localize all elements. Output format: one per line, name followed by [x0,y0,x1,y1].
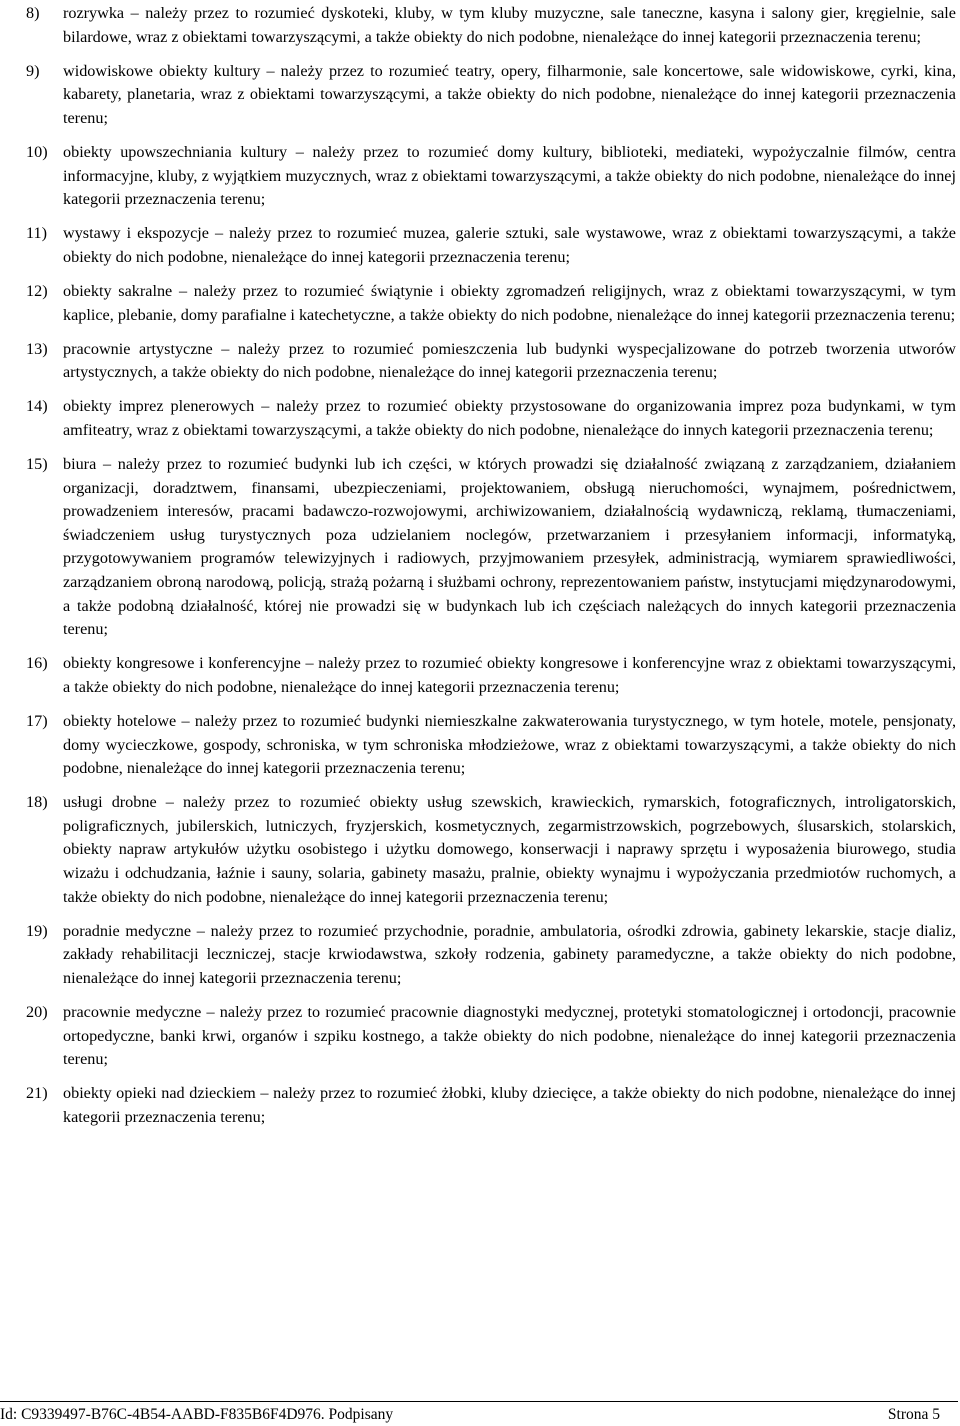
item-number: 11) [26,224,47,243]
list-item [26,920,956,991]
item-text: biura – należy przez to rozumieć budynki lub ich części, w których prowadzi się działalność związaną z zarządzaniem, działaniem organizacji, doradztwem, finansami, ubezpieczeniami, projektowaniem, obsługą nieruchomości, wynajmem, pośrednictwem, prowadzeniem interesów, pracami badawczo-rozwojowymi, archiwizowaniem, działalnością wydawniczą, reklamą, tłumaczeniami, świadczeniem usług turystycznych poza udzielaniem noclegów, przetwarzaniem i przesyłaniem informacji, informatyką, przygotowywaniem programów telewizyjnych i radiowych, przyjmowaniem przesyłek, administracją, wymiarem sprawiedliwości, zarządzaniem obroną narodową, policją, strażą pożarną i służbami ochrony, reprezentowaniem państw, instytucjami międzynarodowymi, a także podobną działalność, której nie prowadzi się w budynkach lub ich częściach należących do innych kategorii przeznaczenia terenu; [63,455,956,639]
page-number: Strona 5 [887,1406,940,1423]
item-number: 14) [26,397,48,416]
list-item [26,791,956,909]
item-number: 12) [26,281,48,300]
item-text: obiekty hotelowe – należy przez to rozumieć budynki niemieszkalne zakwaterowania turystycznego, w tym hotele, motele, pensjonaty, domy wycieczkowe, gospody, schroniska, w tym schroniska młodzieżowe, wraz z obiektami towarzyszącymi, a także obiekty do nich podobne, nienależące do innej kategorii przeznaczenia terenu; [63,711,956,778]
document-id: Id: C9339497-B76C-4B54-AABD-F835B6F4D976. Podpisany [0,1406,394,1423]
item-text: rozrywka – należy przez to rozumieć dyskoteki, kluby, w tym kluby muzyczne, sale taneczne, kasyna i salony gier, kręgielnie, sale bilardowe, wraz z obiektami towarzyszącymi, a także obiekty do nich podobne, nienależące do innej kategorii przeznaczenia terenu; [63,4,956,46]
item-number: 10) [26,142,48,161]
list-item [26,141,956,212]
item-text: obiekty kongresowe i konferencyjne – należy przez to rozumieć obiekty kongresowe i konferencyjne wraz z obiektami towarzyszącymi, a także obiekty do nich podobne, nienależące do innej kategorii przeznaczenia terenu; [63,654,956,696]
item-number: 19) [26,921,48,940]
item-text: pracownie artystyczne – należy przez to rozumieć pomieszczenia lub budynki wyspecjalizowane do potrzeb tworzenia utworów artystycznych, a także obiekty do nich podobne, nienależące do innej kategorii przeznaczenia terenu; [63,339,956,382]
list-item [26,1001,956,1072]
item-number: 17) [26,711,48,730]
list-item [26,453,956,642]
item-text: obiekty upowszechniania kultury – należy przez to rozumieć domy kultury, biblioteki, mediateki, wypożyczalnie filmów, centra informacyjne, kluby, z wyjątkiem muzycznych, wraz z obiektami towarzyszącymi, a także obiekty do nich podobne, nienależące do innej kategorii przeznaczenia terenu; [63,142,956,209]
item-text: widowiskowe obiekty kultury – należy przez to rozumieć teatry, opery, filharmonie, sale koncertowe, sale widowiskowe, cyrki, kina, kabarety, planetaria, wraz z obiektami towarzyszącymi, a także obiekty do nich podobne, nienależące do innej kategorii przeznaczenia terenu; [63,61,956,127]
list-item [26,1082,956,1129]
list-item [26,652,956,699]
item-number: 13) [26,339,48,358]
item-text: obiekty opieki nad dzieckiem – należy przez to rozumieć żłobki, kluby dziecięce, a także obiekty do nich podobne, nienależące do innej kategorii przeznaczenia terenu; [63,1084,956,1126]
list-item [26,2,956,49]
list-item [26,395,956,442]
item-number: 9) [26,61,40,80]
item-number: 8) [26,4,40,22]
item-text: obiekty imprez plenerowych – należy przez to rozumieć obiekty przystosowane do organizowania imprez poza budynkami, w tym amfiteatry, wraz z obiektami towarzyszącymi, a także obiekty do nich podobne, nienależące do innych kategorii przeznaczenia terenu; [63,397,956,439]
item-text: poradnie medyczne – należy przez to rozumieć przychodnie, poradnie, ambulatoria, ośrodki zdrowia, gabinety lekarskie, stacje dializ, zakłady rehabilitacji leczniczej, stacje krwiodawstwa, szkoły rodzenia, gabinety paramedyczne, a także obiekty do nich podobne, nienależące do innej kategorii przeznaczenia terenu; [63,921,956,987]
list-item [26,280,956,327]
item-text: pracownie medyczne – należy przez to rozumieć pracownie diagnostyki medycznej, protetyki stomatologicznej i ortodoncji, pracownie ortopedyczne, banki krwi, organów i szpiku kostnego, a także obiekty do nich podobne, nienależące do innej kategorii przeznaczenia terenu; [63,1002,956,1069]
item-number: 21) [26,1084,48,1103]
item-number: 18) [26,793,48,812]
list-item [26,338,956,385]
list-item [26,222,956,269]
item-text: obiekty sakralne – należy przez to rozumieć świątynie i obiekty zgromadzeń religijnych, wraz z obiektami towarzyszącymi, w tym kaplice, plebanie, domy parafialne i katechetyczne, a także obiekty do nich podobne, nienależące do innej kategorii przeznaczenia terenu; [63,281,956,324]
list-item [26,710,956,781]
list-item [26,60,956,131]
item-number: 16) [26,654,48,673]
item-number: 15) [26,455,48,473]
page-footer [0,1401,958,1424]
item-text: wystawy i ekspozycje – należy przez to rozumieć muzea, galerie sztuki, sale wystawowe, wraz z obiektami towarzyszącymi, a także obiekty do nich podobne, nienależące do innej kategorii przeznaczenia terenu; [63,224,956,266]
document-page [26,0,956,1140]
item-number: 20) [26,1002,48,1021]
item-text: usługi drobne – należy przez to rozumieć obiekty usług szewskich, krawieckich, rymarskich, fotograficznych, introligatorskich, poligraficznych, jubilerskich, lutniczych, fryzjerskich, kosmetycznych, zegarmistrzowskich, pogrzebowych, ślusarskich, stolarskich, obiekty napraw artykułów użytku osobistego i użytku domowego, konserwacji i naprawy sprzętu i wyposażenia biurowego, studia wizażu i odchudzania, łaźnie i sauny, solaria, gabinety masażu, pralnie, obiekty wynajmu i wypożyczania przedmiotów ruchomych, a także obiekty do nich podobne, nienależące do innej kategorii przeznaczenia terenu; [63,793,956,906]
